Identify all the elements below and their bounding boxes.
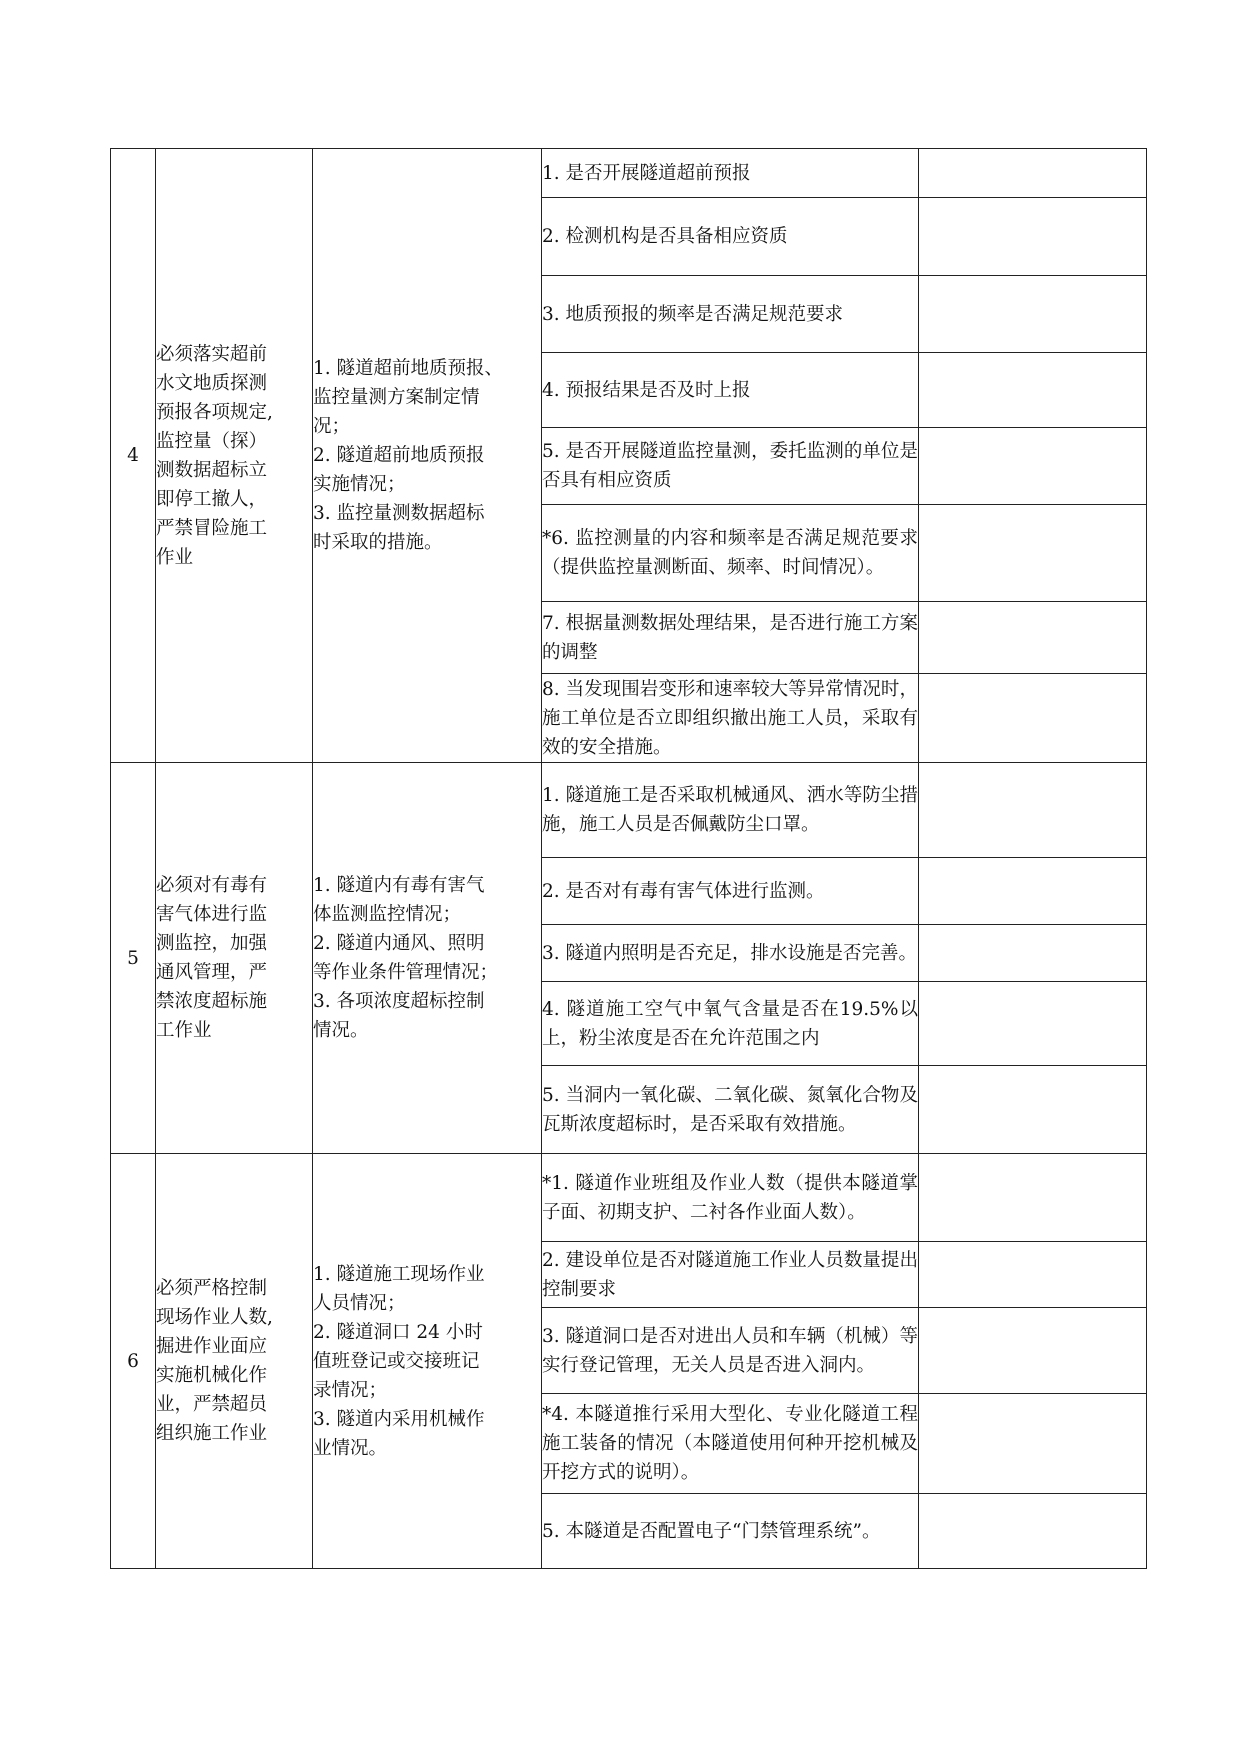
- inspection-content-cell: [313, 1154, 542, 1569]
- result-cell[interactable]: [919, 925, 1147, 982]
- check-item: 2. 是否对有毒有害气体进行监测。: [542, 858, 919, 925]
- check-item: 4. 预报结果是否及时上报: [542, 353, 919, 428]
- content-line: 3. 各项浓度超标控制: [313, 991, 485, 1012]
- check-item: *1. 隧道作业班组及作业人数（提供本隧道掌子面、初期支护、二衬各作业面人数）。: [542, 1154, 919, 1242]
- result-cell[interactable]: [919, 858, 1147, 925]
- requirement-line: 严禁冒险施工: [156, 517, 268, 539]
- content-line: 体监测监控情况；: [313, 904, 462, 925]
- inspection-content-cell: [313, 763, 542, 1154]
- inspection-table: [110, 148, 1147, 1569]
- content-line: 况；: [313, 416, 351, 437]
- result-cell[interactable]: [919, 198, 1147, 276]
- result-cell[interactable]: [919, 1066, 1147, 1154]
- content-line: 监控量测方案制定情: [313, 387, 480, 408]
- table-row: [111, 149, 1147, 198]
- result-cell[interactable]: [919, 1394, 1147, 1494]
- content-line: 情况。: [313, 1020, 369, 1041]
- row-number: 4: [111, 149, 156, 763]
- result-cell[interactable]: [919, 763, 1147, 858]
- row-number: 5: [111, 763, 156, 1154]
- table-body: [111, 149, 1147, 1569]
- requirement-cell: [156, 1154, 313, 1569]
- result-cell[interactable]: [919, 602, 1147, 674]
- requirement-line: 工作业: [156, 1020, 212, 1041]
- result-cell[interactable]: [919, 982, 1147, 1066]
- inspection-content-cell: [313, 149, 542, 763]
- content-line: 业情况。: [313, 1437, 388, 1459]
- result-cell[interactable]: [919, 1494, 1147, 1569]
- row-number: 6: [111, 1154, 156, 1569]
- result-cell[interactable]: [919, 353, 1147, 428]
- check-item: 2. 检测机构是否具备相应资质: [542, 198, 919, 276]
- check-item: 3. 隧道内照明是否充足，排水设施是否完善。: [542, 925, 919, 982]
- requirement-line: 作业: [156, 546, 194, 568]
- requirement-cell: [156, 763, 313, 1154]
- content-line: 1. 隧道超前地质预报、: [313, 358, 504, 379]
- content-line: 人员情况；: [313, 1292, 406, 1314]
- requirement-line: 组织施工作业: [156, 1423, 268, 1444]
- result-cell[interactable]: [919, 276, 1147, 353]
- content-line: 3. 隧道内采用机械作: [313, 1408, 485, 1430]
- requirement-line: 实施机械化作: [156, 1365, 268, 1386]
- content-line: 等作业条件管理情况；: [313, 962, 499, 983]
- table-row: [111, 763, 1147, 858]
- content-line: 2. 隧道洞口 24 小时: [313, 1321, 483, 1343]
- requirement-line: 水文地质探测: [156, 372, 268, 394]
- check-item: 7. 根据量测数据处理结果，是否进行施工方案的调整: [542, 602, 919, 674]
- check-item: 4. 隧道施工空气中氧气含量是否在19.5%以上，粉尘浓度是否在允许范围之内: [542, 982, 919, 1066]
- requirement-line: 测监控，加强: [156, 933, 268, 954]
- result-cell[interactable]: [919, 1308, 1147, 1394]
- check-item: 8. 当发现围岩变形和速率较大等异常情况时，施工单位是否立即组织撤出施工人员，采取有效的安全措施。: [542, 674, 919, 763]
- result-cell[interactable]: [919, 1154, 1147, 1242]
- table-row: [111, 1154, 1147, 1242]
- requirement-line: 掘进作业面应: [156, 1336, 268, 1357]
- content-line: 录情况；: [313, 1379, 388, 1401]
- content-line: 2. 隧道内通风、照明: [313, 933, 485, 954]
- requirement-line: 必须对有毒有: [156, 875, 268, 896]
- requirement-line: 禁浓度超标施: [156, 991, 268, 1012]
- requirement-line: 业，严禁超员: [156, 1394, 268, 1415]
- check-item: 3. 地质预报的频率是否满足规范要求: [542, 276, 919, 353]
- result-cell[interactable]: [919, 149, 1147, 198]
- requirement-line: 必须严格控制: [156, 1278, 268, 1299]
- requirement-line: 通风管理，严: [156, 962, 268, 983]
- content-line: 1. 隧道施工现场作业: [313, 1263, 485, 1285]
- check-item: 5. 本隧道是否配置电子“门禁管理系统”。: [542, 1494, 919, 1569]
- check-item: *4. 本隧道推行采用大型化、专业化隧道工程施工装备的情况（本隧道使用何种开挖机械及开挖方式的说明）。: [542, 1394, 919, 1494]
- requirement-line: 现场作业人数,: [156, 1307, 273, 1328]
- content-line: 时采取的措施。: [313, 532, 443, 553]
- requirement-line: 害气体进行监: [156, 904, 268, 925]
- result-cell[interactable]: [919, 428, 1147, 505]
- content-line: 3. 监控量测数据超标: [313, 503, 485, 524]
- content-line: 1. 隧道内有毒有害气: [313, 875, 485, 896]
- requirement-line: 预报各项规定,: [156, 401, 273, 423]
- result-cell[interactable]: [919, 505, 1147, 602]
- check-item: 5. 当洞内一氧化碳、二氧化碳、氮氧化合物及瓦斯浓度超标时，是否采取有效措施。: [542, 1066, 919, 1154]
- check-item: 5. 是否开展隧道监控量测，委托监测的单位是否具有相应资质: [542, 428, 919, 505]
- check-item: 2. 建设单位是否对隧道施工作业人员数量提出控制要求: [542, 1242, 919, 1308]
- result-cell[interactable]: [919, 674, 1147, 763]
- content-line: 实施情况；: [313, 474, 406, 495]
- requirement-cell: [156, 149, 313, 763]
- requirement-line: 即停工撤人，: [156, 488, 268, 510]
- requirement-line: 监控量（探）: [156, 430, 268, 452]
- check-item: 1. 是否开展隧道超前预报: [542, 149, 919, 198]
- result-cell[interactable]: [919, 1242, 1147, 1308]
- check-item: 1. 隧道施工是否采取机械通风、洒水等防尘措施，施工人员是否佩戴防尘口罩。: [542, 763, 919, 858]
- check-item: *6. 监控测量的内容和频率是否满足规范要求（提供监控量测断面、频率、时间情况）。: [542, 505, 919, 602]
- check-item: 3. 隧道洞口是否对进出人员和车辆（机械）等实行登记管理，无关人员是否进入洞内。: [542, 1308, 919, 1394]
- requirement-line: 测数据超标立: [156, 459, 268, 481]
- content-line: 值班登记或交接班记: [313, 1350, 480, 1372]
- content-line: 2. 隧道超前地质预报: [313, 445, 485, 466]
- requirement-line: 必须落实超前: [156, 343, 268, 365]
